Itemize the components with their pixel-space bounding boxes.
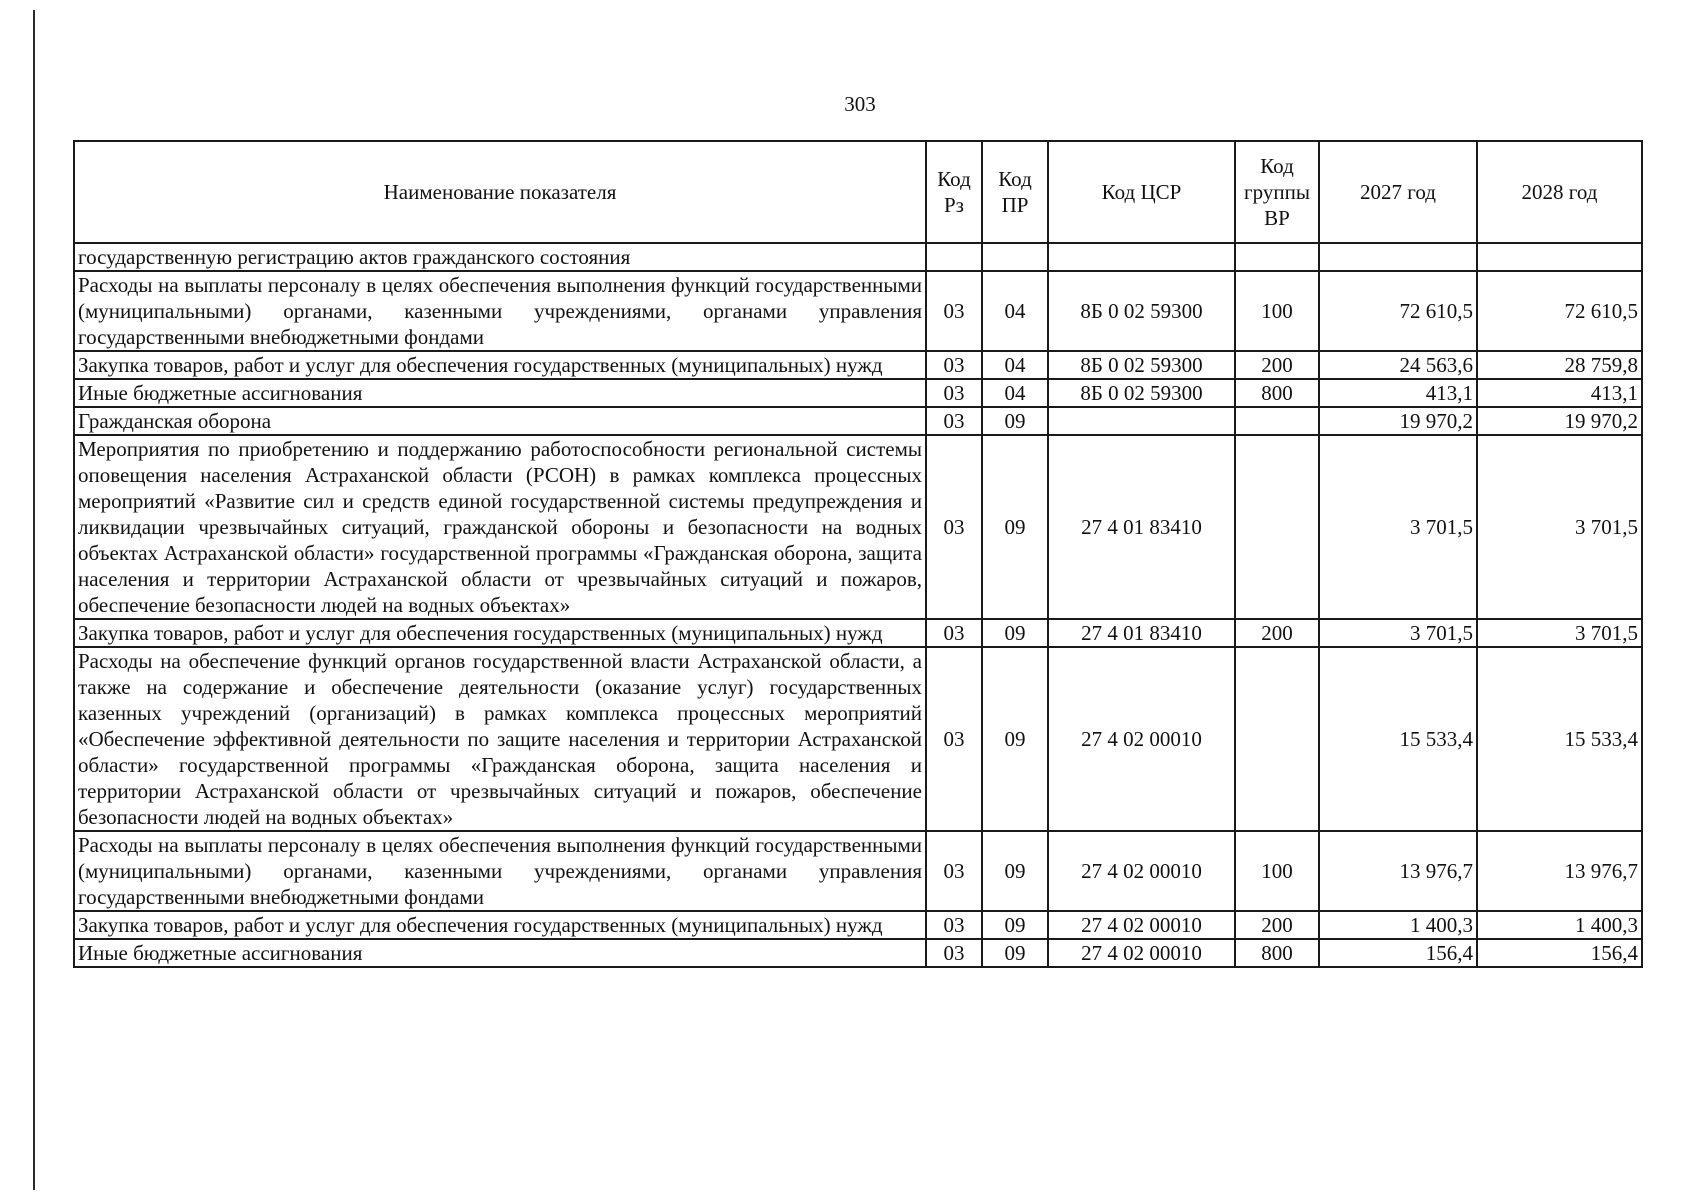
header-row: [74, 141, 1642, 243]
cell-2027: 3 701,5: [1319, 619, 1477, 647]
left-margin-line: [33, 10, 35, 1190]
cell-2028: 3 701,5: [1477, 435, 1642, 619]
table-body: [74, 243, 1642, 967]
cell-vr: 200: [1235, 351, 1319, 379]
cell-csr: 27 4 02 00010: [1048, 831, 1235, 911]
cell-2027: 24 563,6: [1319, 351, 1477, 379]
cell-2027: 156,4: [1319, 939, 1477, 967]
cell-2027: 1 400,3: [1319, 911, 1477, 939]
cell-csr: 27 4 02 00010: [1048, 911, 1235, 939]
cell-vr: 100: [1235, 831, 1319, 911]
cell-vr: [1235, 407, 1319, 435]
table-row: [74, 351, 1642, 379]
cell-csr: 27 4 01 83410: [1048, 619, 1235, 647]
header-name: Наименование показателя: [74, 141, 926, 243]
cell-pr: 04: [982, 379, 1048, 407]
cell-name: Расходы на выплаты персоналу в целях обеспечения выполнения функций государственными (муниципальными) органами, казенными учреждениями, органами управления государственными внебюджетными фондами: [74, 831, 926, 911]
cell-vr: 800: [1235, 939, 1319, 967]
cell-2028: 28 759,8: [1477, 351, 1642, 379]
cell-rz: 03: [926, 619, 982, 647]
cell-csr: [1048, 407, 1235, 435]
cell-2028: 15 533,4: [1477, 647, 1642, 831]
cell-name: Иные бюджетные ассигнования: [74, 939, 926, 967]
cell-csr: 8Б 0 02 59300: [1048, 351, 1235, 379]
cell-name: Иные бюджетные ассигнования: [74, 379, 926, 407]
cell-name: Закупка товаров, работ и услуг для обеспечения государственных (муниципальных) нужд: [74, 619, 926, 647]
cell-rz: 03: [926, 379, 982, 407]
header-pr: Код ПР: [982, 141, 1048, 243]
cell-csr: 8Б 0 02 59300: [1048, 379, 1235, 407]
table-row: [74, 939, 1642, 967]
cell-csr: 27 4 02 00010: [1048, 939, 1235, 967]
cell-2028: 3 701,5: [1477, 619, 1642, 647]
cell-vr: [1235, 435, 1319, 619]
cell-pr: 04: [982, 271, 1048, 351]
cell-vr: 100: [1235, 271, 1319, 351]
cell-rz: 03: [926, 435, 982, 619]
cell-pr: [982, 243, 1048, 271]
header-vr: Код группы ВР: [1235, 141, 1319, 243]
cell-2028: 13 976,7: [1477, 831, 1642, 911]
cell-2028: 1 400,3: [1477, 911, 1642, 939]
table-header: [74, 141, 1642, 243]
cell-pr: 09: [982, 435, 1048, 619]
cell-2028: [1477, 243, 1642, 271]
cell-rz: 03: [926, 407, 982, 435]
cell-pr: 04: [982, 351, 1048, 379]
table-row: [74, 435, 1642, 619]
cell-csr: 27 4 01 83410: [1048, 435, 1235, 619]
cell-2028: 413,1: [1477, 379, 1642, 407]
cell-name: Расходы на обеспечение функций органов государственной власти Астраханской области, а также на содержание и обеспечение деятельности (оказание услуг) государственных казенных учреждений (организаций) в рамках комплекса процессных мероприятий «Обеспечение эффективной деятельности по защите населения и территории Астраханской области» государственной программы «Гражданская оборона, защита населения и территории Астраханской области от чрезвычайных ситуаций и пожаров, обеспечение безопасности людей на водных объектах»: [74, 647, 926, 831]
table-row: [74, 619, 1642, 647]
cell-vr: 200: [1235, 911, 1319, 939]
cell-name: Расходы на выплаты персоналу в целях обеспечения выполнения функций государственными (муниципальными) органами, казенными учреждениями, органами управления государственными внебюджетными фондами: [74, 271, 926, 351]
budget-table: [73, 140, 1643, 968]
cell-2028: 156,4: [1477, 939, 1642, 967]
cell-2027: 72 610,5: [1319, 271, 1477, 351]
cell-pr: 09: [982, 619, 1048, 647]
header-2027: 2027 год: [1319, 141, 1477, 243]
cell-2027: 3 701,5: [1319, 435, 1477, 619]
header-csr: Код ЦСР: [1048, 141, 1235, 243]
cell-2028: 72 610,5: [1477, 271, 1642, 351]
table-row: [74, 911, 1642, 939]
cell-rz: 03: [926, 351, 982, 379]
cell-pr: 09: [982, 831, 1048, 911]
table-row: [74, 647, 1642, 831]
cell-csr: 8Б 0 02 59300: [1048, 271, 1235, 351]
header-rz: Код Рз: [926, 141, 982, 243]
cell-rz: 03: [926, 271, 982, 351]
cell-2027: 15 533,4: [1319, 647, 1477, 831]
cell-rz: 03: [926, 911, 982, 939]
cell-name: Гражданская оборона: [74, 407, 926, 435]
table-row: [74, 407, 1642, 435]
cell-rz: 03: [926, 647, 982, 831]
table-row: [74, 243, 1642, 271]
cell-2027: 413,1: [1319, 379, 1477, 407]
cell-2028: 19 970,2: [1477, 407, 1642, 435]
cell-2027: 19 970,2: [1319, 407, 1477, 435]
page-number: 303: [844, 92, 876, 116]
cell-rz: [926, 243, 982, 271]
cell-pr: 09: [982, 939, 1048, 967]
cell-csr: 27 4 02 00010: [1048, 647, 1235, 831]
cell-name: Закупка товаров, работ и услуг для обеспечения государственных (муниципальных) нужд: [74, 911, 926, 939]
cell-pr: 09: [982, 911, 1048, 939]
cell-2027: 13 976,7: [1319, 831, 1477, 911]
cell-vr: 800: [1235, 379, 1319, 407]
header-2028: 2028 год: [1477, 141, 1642, 243]
cell-vr: [1235, 243, 1319, 271]
cell-name: государственную регистрацию актов гражданского состояния: [74, 243, 926, 271]
table-row: [74, 271, 1642, 351]
cell-rz: 03: [926, 831, 982, 911]
cell-name: Закупка товаров, работ и услуг для обеспечения государственных (муниципальных) нужд: [74, 351, 926, 379]
cell-csr: [1048, 243, 1235, 271]
cell-vr: [1235, 647, 1319, 831]
cell-2027: [1319, 243, 1477, 271]
table-row: [74, 379, 1642, 407]
cell-pr: 09: [982, 647, 1048, 831]
cell-name: Мероприятия по приобретению и поддержанию работоспособности региональной системы оповещения населения Астраханской области (РСОН) в рамках комплекса процессных мероприятий «Развитие сил и средств единой государственной системы предупреждения и ликвидации чрезвычайных ситуаций, гражданской обороны и безопасности на водных объектах Астраханской области» государственной программы «Гражданская оборона, защита населения и территории Астраханской области от чрезвычайных ситуаций и пожаров, обеспечение безопасности людей на водных объектах»: [74, 435, 926, 619]
cell-vr: 200: [1235, 619, 1319, 647]
cell-rz: 03: [926, 939, 982, 967]
table-row: [74, 831, 1642, 911]
cell-pr: 09: [982, 407, 1048, 435]
